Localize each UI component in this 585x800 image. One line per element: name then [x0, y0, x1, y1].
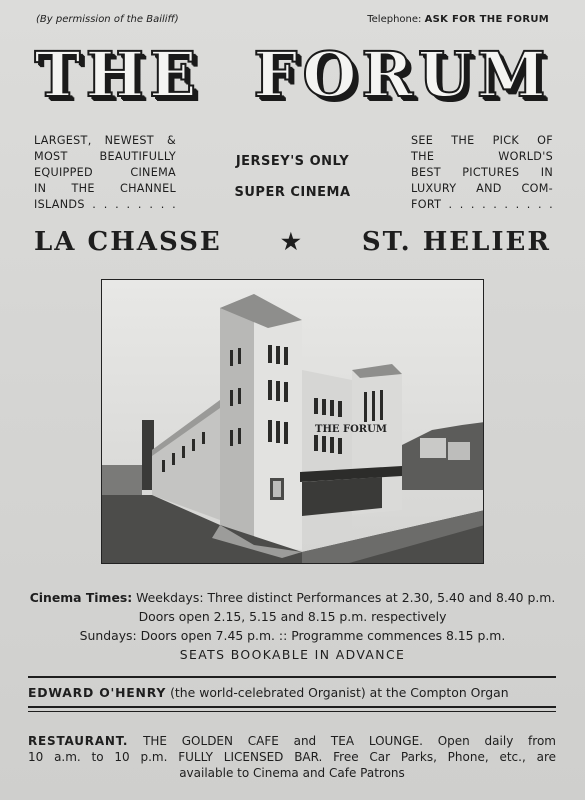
telephone-label: Telephone: [367, 14, 422, 25]
right-blurb [411, 133, 553, 213]
title-word-the: THE [34, 38, 202, 111]
right-blurb-line: FORT . . . . . . . . . . [411, 198, 553, 211]
right-blurb-line: SEE THE PICK OF [411, 134, 553, 147]
center-blurb-line: SUPER CINEMA [234, 185, 351, 200]
center-blurb-line: JERSEY'S ONLY [235, 154, 350, 169]
organ-text: (the world-celebrated Organist) at the Compton Organ [166, 685, 509, 700]
restaurant-label: RESTAURANT. [28, 734, 129, 748]
location-street: LA CHASSE [34, 227, 222, 257]
seats-line: SEATS BOOKABLE IN ADVANCE [179, 647, 406, 662]
right-blurb-line: BEST PICTURES IN [411, 166, 553, 179]
left-blurb-line: LARGEST, NEWEST & [34, 134, 176, 147]
right-blurb-line: LUXURY AND COM- [411, 182, 553, 195]
cinema-building-photo [101, 279, 484, 564]
permission-note: (By permission of the Bailiff) [36, 14, 179, 25]
organist-name: EDWARD O'HENRY [28, 685, 167, 700]
location-line [34, 227, 551, 257]
doors-line: Doors open 2.15, 5.15 and 8.15 p.m. respectively [138, 609, 447, 624]
location-town: ST. HELIER [361, 227, 551, 257]
restaurant-section [28, 733, 556, 781]
divider [28, 706, 556, 708]
telephone-value: ASK FOR THE FORUM [424, 14, 549, 25]
right-blurb-line: THE WORLD'S [411, 150, 553, 163]
restaurant-line-1-text: THE GOLDEN CAFE and TEA LOUNGE. Open daily from [143, 734, 556, 748]
divider [28, 711, 556, 712]
left-blurb-line: MOST BEAUTIFULLY [34, 150, 176, 163]
organ-line [28, 685, 556, 700]
restaurant-line-2: 10 a.m. to 10 p.m. FULLY LICENSED BAR. Free Car Parks, Phone, etc., are [28, 750, 556, 764]
restaurant-line-3: available to Cinema and Cafe Patrons [179, 766, 405, 780]
restaurant-line-1 [28, 733, 556, 749]
cinema-times-label: Cinema Times: [29, 590, 133, 605]
left-blurb-line: IN THE CHANNEL [34, 182, 176, 195]
divider [28, 676, 556, 678]
title-word-forum: FORUM [253, 38, 551, 111]
telephone-note [367, 14, 549, 25]
left-blurb-line: EQUIPPED CINEMA [34, 166, 176, 179]
photo-sign-text: THE FORUM [315, 424, 387, 435]
weekdays-text: Weekdays: Three distinct Performances at 2.30, 5.40 and 8.40 p.m. [136, 590, 556, 605]
cinema-times [0, 588, 585, 664]
header-line [36, 14, 549, 25]
left-blurb-line: ISLANDS . . . . . . . . [34, 198, 176, 211]
weekdays-line [0, 588, 585, 607]
star-icon: ★ [280, 229, 303, 255]
building-illustration [102, 280, 484, 564]
center-blurb [190, 146, 395, 208]
page-title [0, 38, 585, 111]
sundays-line: Sundays: Doors open 7.45 p.m. :: Programme commences 8.15 p.m. [79, 628, 506, 643]
left-blurb [34, 133, 176, 213]
